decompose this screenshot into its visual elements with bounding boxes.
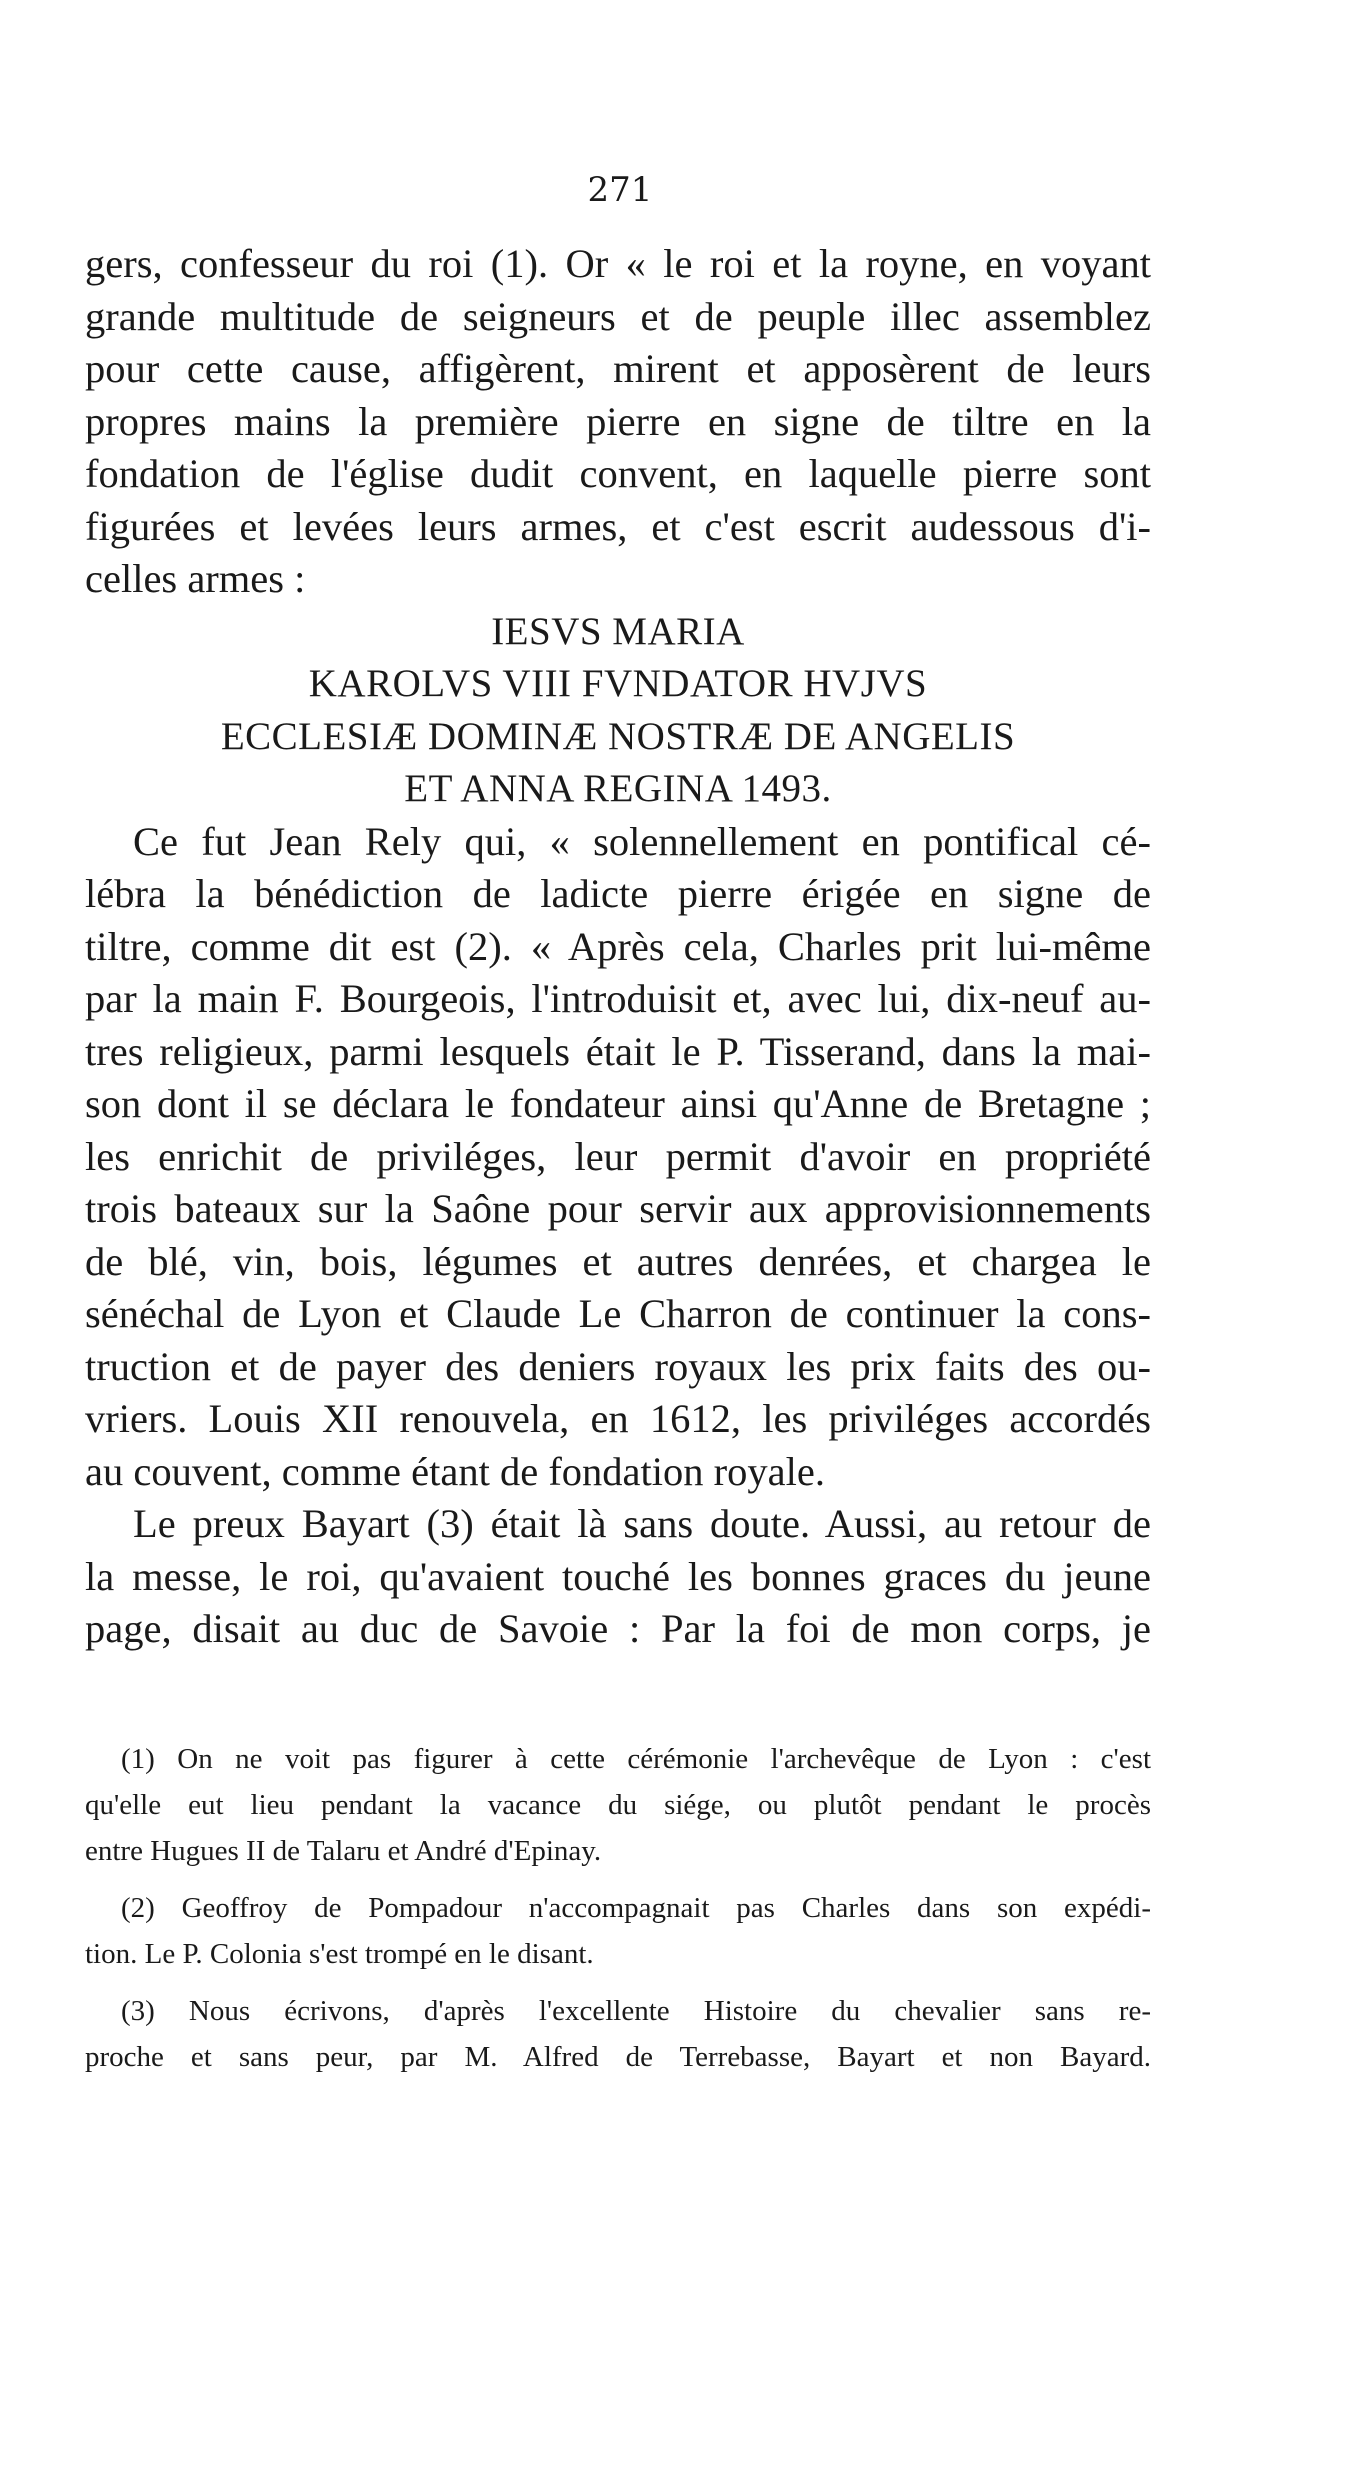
text-line: la messe, le roi, qu'avaient touché les bonnes graces du jeune — [85, 1553, 1151, 1599]
text-line: grande multitude de seigneurs et de peuple illec assemblez — [85, 293, 1151, 339]
text-line: tiltre, comme dit est (2). « Après cela, Charles prit lui-même — [85, 923, 1151, 969]
footnote-line: qu'elle eut lieu pendant la vacance du siége, ou plutôt pendant le procès — [85, 1789, 1151, 1821]
text-line: sénéchal de Lyon et Claude Le Charron de continuer la cons- — [85, 1291, 1151, 1336]
page-number: 271 — [587, 170, 653, 210]
text-line: par la main F. Bourgeois, l'introduisit et, avec lui, dix-neuf au- — [85, 976, 1151, 1021]
text-line: trois bateaux sur la Saône pour servir aux approvisionnements — [85, 1186, 1151, 1231]
text-line: page, disait au duc de Savoie : Par la foi de mon corps, je — [85, 1606, 1151, 1651]
inscription-line: KAROLVS VIII FVNDATOR HVJVS — [308, 662, 928, 705]
text-line: truction et de payer des deniers royaux les prix faits des ou- — [85, 1343, 1151, 1389]
inscription-line: ET ANNA REGINA 1493. — [404, 767, 832, 810]
footnote-2 — [85, 1885, 1151, 1977]
paragraph-3 — [85, 1498, 1151, 1656]
footnote-line: (3) Nous écrivons, d'après l'excellente Histoire du chevalier sans re- — [121, 1995, 1151, 2027]
inscription-block — [85, 606, 1151, 816]
inscription-line: IESVS MARIA — [491, 609, 745, 653]
footnote-line: (2) Geoffroy de Pompadour n'accompagnait pas Charles dans son expédi- — [121, 1892, 1151, 1924]
text-line: Le preux Bayart (3) était là sans doute. Aussi, au retour de — [133, 1501, 1151, 1546]
text-line: au couvent, comme étant de fondation royale. — [85, 1448, 825, 1494]
footnote-line: tion. Le P. Colonia s'est trompé en le disant. — [85, 1938, 594, 1970]
footnote-1 — [85, 1736, 1151, 1874]
text-line: propres mains la première pierre en signe de tiltre en la — [85, 398, 1151, 444]
footnote-line: entre Hugues II de Talaru et André d'Epinay. — [85, 1835, 602, 1867]
text-line: son dont il se déclara le fondateur ainsi qu'Anne de Bretagne ; — [85, 1081, 1151, 1126]
text-line: de blé, vin, bois, légumes et autres denrées, et chargea le — [85, 1238, 1151, 1284]
paragraph-1 — [85, 238, 1151, 606]
text-line: vriers. Louis XII renouvela, en 1612, les priviléges accordés — [85, 1396, 1151, 1441]
text-line: celles armes : — [85, 556, 306, 601]
footnote-line: proche et sans peur, par M. Alfred de Terrebasse, Bayart et non Bayard. — [85, 2041, 1151, 2073]
paragraph-2 — [85, 816, 1151, 1499]
text-line: les enrichit de priviléges, leur permit d'avoir en propriété — [85, 1133, 1151, 1179]
footnotes — [85, 1736, 1151, 2091]
text-line: fondation de l'église dudit convent, en laquelle pierre sont — [85, 451, 1151, 496]
footnote-line: (1) On ne voit pas figurer à cette cérémonie l'archevêque de Lyon : c'est — [121, 1743, 1151, 1775]
inscription-line: ECCLESIÆ DOMINÆ NOSTRÆ DE ANGELIS — [220, 714, 1016, 758]
text-line: figurées et levées leurs armes, et c'est escrit audessous d'i- — [85, 503, 1151, 549]
footnote-3 — [85, 1988, 1151, 2080]
main-text — [85, 238, 1151, 1656]
text-line: gers, confesseur du roi (1). Or « le roi et la royne, en voyant — [85, 241, 1151, 286]
text-line: lébra la bénédiction de ladicte pierre érigée en signe de — [85, 871, 1151, 916]
text-line: pour cette cause, affigèrent, mirent et apposèrent de leurs — [85, 346, 1151, 391]
text-line: Ce fut Jean Rely qui, « solennellement en pontifical cé- — [133, 818, 1151, 864]
text-line: tres religieux, parmi lesquels était le P. Tisserand, dans la mai- — [85, 1028, 1151, 1074]
